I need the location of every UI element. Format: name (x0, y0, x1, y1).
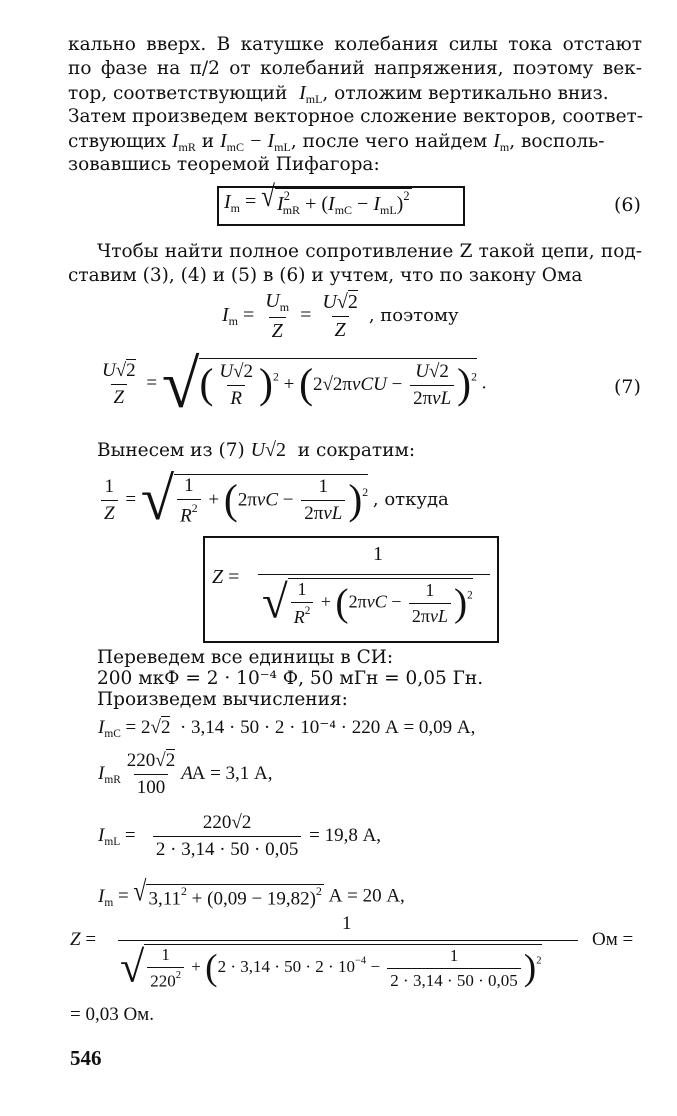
fraction-bar (118, 940, 578, 941)
formula-6: $I_m$ = √ $I^2_{mR} + (I_{mC} - I_{mL})^2$ (224, 180, 410, 218)
calc-iml: $I_{mL}$ = $\frac{220√2}{2 \cdot 3,14 \cdot 50 \cdot 0,05}$ = 19,8 А, (98, 812, 382, 860)
text-line: по фазе на π/2 от колебаний напряжения, поэтому век- (68, 58, 642, 79)
ohm-law-formula: $I_m$ = $\frac{U_m}{Z}$ = $\frac{U√2}{Z}$ , поэтому (222, 290, 459, 343)
calc-z-numerator: 1 (342, 913, 352, 934)
text-line: Затем произведем векторное сложение векторов, соответ- (68, 106, 644, 127)
calc-z-unit: Ом = (592, 929, 634, 950)
text-line: кально вверх. В катушке колебания силы тока отстают (68, 34, 642, 55)
text-line: ставим (3), (4) и (5) в (6) и учтем, что по закону Ома (68, 265, 583, 286)
text-line: Произведем вычисления: (97, 689, 348, 710)
fraction-bar (258, 574, 490, 575)
formula-7: $\frac{U√2}{Z}$ = √( $\frac{U√2}{R}$ )$^2$ + (2√2πνCU − $\frac{U√2}{\text{2πνL}}$ )$^2$ . (102, 346, 487, 422)
text-line: Переведем все единицы в СИ: (97, 647, 394, 668)
calc-z-result: = 0,03 Ом. (70, 1004, 154, 1025)
text-line: Вынесем из (7) U√2 и сократим: (97, 439, 416, 461)
calc-imr: $I_{mR}$ $\frac{220√2}{100}$ A А = 3,1 А, (98, 750, 273, 798)
z-formula-numerator: 1 (373, 543, 383, 565)
calc-z-denominator: √ $\frac{1}{220^2}$ + ($2 \cdot 3,14 \cdot 50 \cdot 2 \cdot 10^{-4}$ − $\frac{1}{2 \cdot 3,14 \cdot 50 \cdot 0,05}$ )$^2$ (120, 942, 542, 992)
text-line: 200 мкФ = 2 · 10⁻⁴ Ф, 50 мГн = 0,05 Гн. (97, 668, 484, 689)
text-line: ствующих $I_{mR}$ и $I_{mC} - I_{mL}$, после чего найдем $I_m$, восполь- (68, 130, 605, 155)
calc-im: $I_m$ = √ $3,11^2 + (0,09 - 19,82)^2$ А = 20 А, (98, 876, 405, 910)
z-formula-denominator: √ $\frac{1}{R^2}$ + (2πνC − $\frac{1}{\text{2πνL}}$ )$^2$ (262, 576, 473, 629)
text-line: Чтобы найти полное сопротивление Z такой цепи, под- (97, 241, 642, 262)
page-number: 546 (70, 1046, 102, 1070)
text-line: зовавшись теоремой Пифагора: (68, 154, 380, 175)
text-line: тор, соответствующий $I_{mL}$, отложим вертикально вниз. (68, 82, 609, 107)
z-formula: Z = (212, 566, 240, 588)
equation-number: (7) (614, 376, 641, 398)
equation-number: (6) (614, 194, 641, 216)
calc-imc: $I_{mC} = 2√2 \cdot 3,14 \cdot 50 \cdot 2 \cdot 10^{-4} \cdot 220$ А = 0,09 А, (98, 717, 476, 740)
calc-z-label: Z = (70, 929, 97, 950)
reciprocal-z-formula: $\frac{1}{Z}$ = √ $\frac{1}{R^2}$ + (2πνC − $\frac{1}{\text{2πνL}}$ )$^2$ , откуда (98, 470, 449, 531)
